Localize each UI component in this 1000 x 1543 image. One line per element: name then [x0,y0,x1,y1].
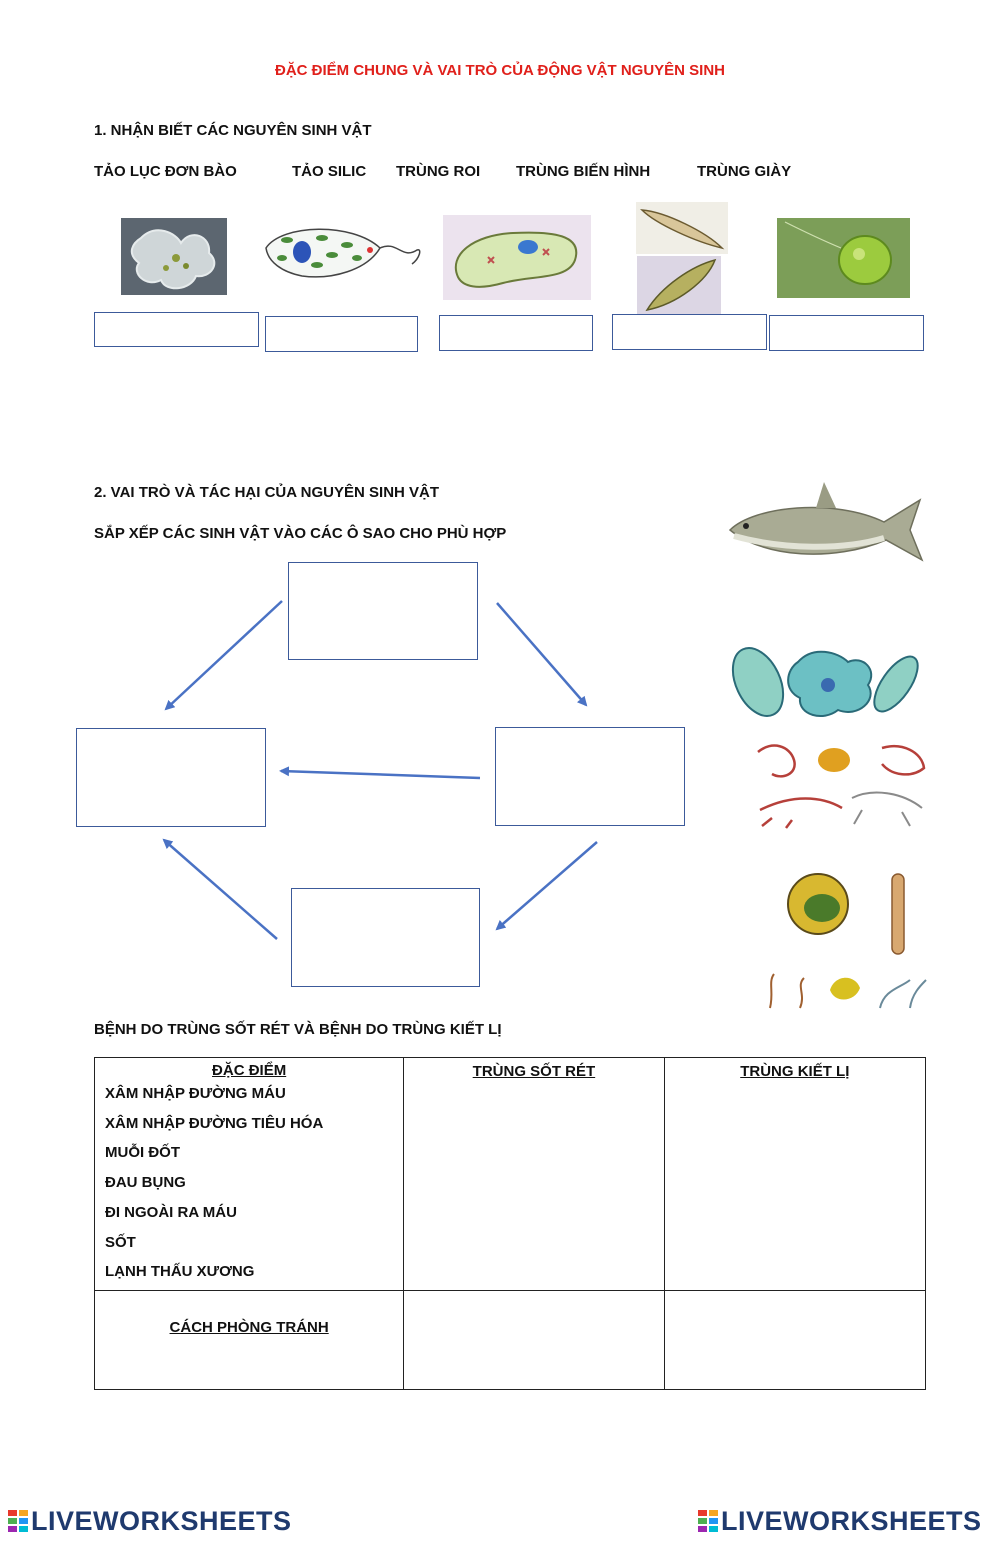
euglena-drawing [262,220,424,302]
dysentery-prevention-input[interactable] [664,1291,925,1390]
diatom-photo-bottom [637,256,721,314]
amoeba-photo [121,218,227,295]
fish-icon[interactable] [724,478,924,578]
malaria-prevention-input[interactable] [404,1291,664,1390]
option-label[interactable]: TRÙNG GIÀY [697,163,792,180]
liveworksheets-mark-icon [698,1510,718,1532]
arrow-right-to-bottom [497,842,597,929]
paramecium-drawing [443,215,591,300]
dysentery-drop-cell[interactable] [664,1058,925,1291]
option-label[interactable]: TRÙNG BIẾN HÌNH [516,163,651,180]
arrow-right-to-left [281,771,480,778]
feature-item[interactable]: MUỖI ĐỐT [105,1144,180,1162]
cycle-box-right[interactable] [495,727,685,826]
liveworksheets-logo-right [698,1506,982,1537]
logo-text: LIVEWORKSHEETS [721,1506,982,1536]
cycle-box-left[interactable] [76,728,266,827]
option-label[interactable]: TRÙNG ROI [396,163,481,180]
cycle-box-bottom[interactable] [291,888,480,987]
prevention-label: CÁCH PHÒNG TRÁNH [169,1319,329,1336]
logo-text: LIVEWORKSHEETS [31,1506,292,1536]
column-header-features: ĐẶC ĐIỂM [212,1062,287,1079]
section2-instruction: SẮP XẾP CÁC SINH VẬT VÀO CÁC Ô SAO CHO PHÙ HỢP [94,525,507,542]
algae-icon[interactable] [760,870,930,1014]
arrow-top-to-right [497,603,586,705]
section1-heading: 1. NHẬN BIẾT CÁC NGUYÊN SINH VẬT [94,122,372,139]
liveworksheets-logo-left [8,1506,292,1537]
liveworksheets-mark-icon [8,1510,28,1532]
feature-item[interactable]: ĐAU BỤNG [105,1174,186,1192]
cycle-box-top[interactable] [288,562,478,660]
answer-box-3[interactable] [439,315,593,351]
column-header-malaria: TRÙNG SỐT RÉT [472,1063,596,1080]
option-label[interactable]: TẢO LỤC ĐƠN BÀO [94,163,237,180]
section2-heading: 2. VAI TRÒ VÀ TÁC HẠI CỦA NGUYÊN SINH VẬT [94,484,440,501]
column-header-dysentery: TRÙNG KIẾT LỊ [740,1063,850,1080]
arrow-bottom-to-left [164,840,277,939]
answer-box-2[interactable] [265,316,418,352]
arrow-top-to-left [166,601,282,709]
feature-item[interactable]: SỐT [105,1233,136,1251]
feature-item[interactable]: ĐI NGOÀI RA MÁU [105,1203,237,1221]
option-label[interactable]: TẢO SILIC [292,163,367,180]
features-cell [95,1058,404,1291]
disease-table [94,1057,926,1390]
answer-box-4[interactable] [612,314,767,350]
answer-box-1[interactable] [94,312,259,347]
green-algae-photo [777,218,910,298]
answer-box-5[interactable] [769,315,924,351]
prevention-label-cell [95,1291,404,1390]
page-title: ĐẶC ĐIỂM CHUNG VÀ VAI TRÒ CỦA ĐỘNG VẬT NGUYÊN SINH [274,62,725,79]
feature-item[interactable]: XÂM NHẬP ĐƯỜNG TIÊU HÓA [105,1114,324,1132]
protozoa-icon[interactable] [728,640,924,722]
malaria-drop-cell[interactable] [404,1058,664,1291]
feature-item[interactable]: XÂM NHẬP ĐƯỜNG MÁU [105,1085,286,1102]
diatom-photo-top [636,202,728,254]
crustaceans-icon[interactable] [752,738,934,830]
section3-heading: BỆNH DO TRÙNG SỐT RÉT VÀ BỆNH DO TRÙNG KIẾT LỊ [94,1021,502,1038]
feature-item[interactable]: LẠNH THẤU XƯƠNG [105,1263,255,1281]
